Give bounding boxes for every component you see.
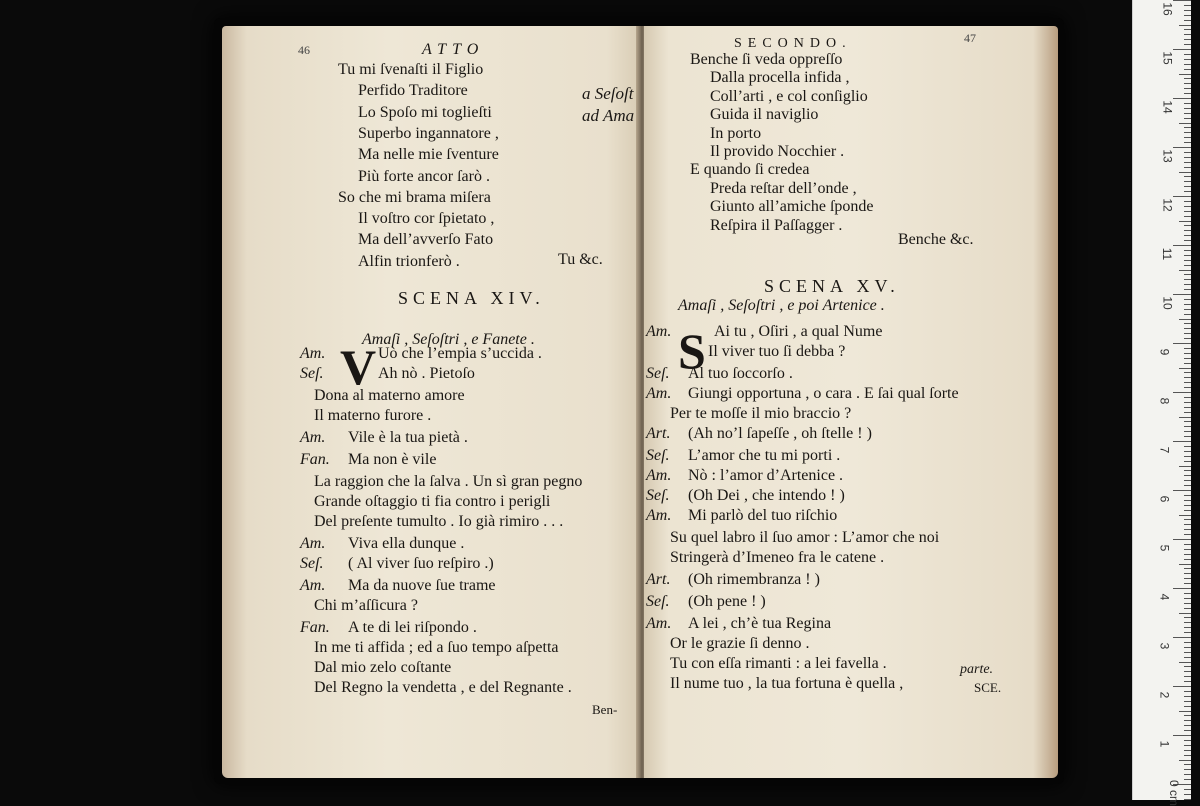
ruler-tick [1179,25,1191,26]
aria-line: So che mi brama miſera [338,188,491,206]
ruler-tick [1179,319,1191,320]
speaker-label: Seſ. [646,447,670,464]
ruler-tick [1184,289,1191,290]
speaker-label: Fan. [300,619,330,636]
ruler-tick [1184,519,1191,520]
speaker-label: Am. [646,323,672,340]
dialogue-line: Uò che l’empia s’uccida . [378,345,542,362]
ruler-tick [1184,255,1191,256]
dialogue-line: Viva ella dunque . [348,535,465,552]
ruler-tick [1184,162,1191,163]
ruler-tick [1184,323,1191,324]
dialogue-line: A te di lei riſpondo . [348,619,477,636]
ruler-tick [1184,421,1191,422]
ruler-tick [1179,74,1191,75]
ruler-tick [1179,662,1191,663]
ruler-tick [1184,750,1191,751]
ruler-tick [1184,652,1191,653]
ruler-tick [1184,397,1191,398]
ruler-tick [1184,647,1191,648]
ruler-tick [1184,431,1191,432]
ruler-number: 4 [1157,593,1172,601]
speaker-label: Am. [300,345,326,362]
ruler-tick [1184,309,1191,310]
ruler-tick [1173,147,1191,148]
ruler-tick [1184,186,1191,187]
ruler-tick [1184,764,1191,765]
ruler-tick [1184,461,1191,462]
speaker-label: Am. [646,615,672,632]
ruler-tick [1184,622,1191,623]
ruler-tick [1184,225,1191,226]
dialogue-line: (Oh pene ! ) [688,593,766,610]
speaker-label: Seſ. [646,593,670,610]
ruler-tick [1184,348,1191,349]
side-note-2: ad Ama [582,106,635,125]
dialogue-line: Per te moſſe il mio braccio ? [670,405,852,422]
ruler-tick [1184,573,1191,574]
ruler-tick [1179,613,1191,614]
ruler-tick [1179,123,1191,124]
ruler-tick [1173,196,1191,197]
ruler-tick [1184,412,1191,413]
ruler-tick [1184,137,1191,138]
aria-end-right: Benche &c. [898,231,974,248]
aria-line: Ma nelle mie ſventure [358,146,499,164]
ruler-tick [1184,681,1191,682]
ruler-tick [1184,701,1191,702]
ruler-tick [1184,480,1191,481]
page-number-right: 47 [964,31,976,45]
ruler-tick [1184,201,1191,202]
dialogue-line: Il viver tuo ſi debba ? [708,343,846,360]
dialogue-line: Del preſente tumulto . Io già rimiro . . . [314,513,564,530]
catchword-left: Ben- [592,702,618,717]
ruler-tick [1184,44,1191,45]
ruler-tick [1184,167,1191,168]
ruler-tick [1184,740,1191,741]
ruler-number: 7 [1157,446,1172,454]
aria-line: Superbo ingannatore , [358,124,499,142]
ruler-tick [1184,54,1191,55]
ruler-tick [1184,274,1191,275]
ruler-tick [1184,240,1191,241]
aria-line: Tu mi ſvenaſti il Figlio [338,61,484,78]
dialogue-line: ( Al viver ſuo reſpiro .) [348,555,494,572]
ruler-tick [1179,172,1191,173]
dialogue-line: Giungi opportuna , o cara . E ſai qual ſorte [688,385,959,402]
aria-line: Più forte ancor ſarò . [358,167,490,185]
ruler-tick [1184,39,1191,40]
ruler-number: 10 [1160,296,1175,310]
side-note-1: a Seſoſt [582,84,634,103]
speaker-label: Am. [300,429,326,446]
ruler-tick [1184,598,1191,599]
ruler-tick [1184,304,1191,305]
aria-line: Guida il naviglio [710,106,819,124]
ruler-tick [1179,466,1191,467]
dialogue-line: Il materno furore . [314,407,432,424]
ruler-tick [1173,245,1191,246]
dialogue-line: Nò : l’amor d’Artenice . [688,467,844,484]
dialogue-line: Dona al materno amore [314,387,465,404]
ruler-number: 16 [1160,2,1175,16]
ruler-tick [1184,510,1191,511]
ruler-tick [1179,221,1191,222]
ruler-number: 14 [1160,100,1175,114]
ruler-tick [1184,407,1191,408]
ruler-tick [1184,333,1191,334]
ruler-tick [1173,588,1191,589]
ruler-tick [1184,617,1191,618]
speaker-label: Seſ. [300,555,324,572]
ruler-tick [1184,152,1191,153]
aria-line: In porto [710,124,762,142]
characters-right: Amaſi , Seſoſtri , e poi Artenice . [678,297,885,314]
ruler-tick [1173,49,1191,50]
ruler-tick [1184,544,1191,545]
ruler-tick [1184,436,1191,437]
ruler-tick [1184,132,1191,133]
right-page [644,26,1058,778]
dialogue-line: Chi m’aſſicura ? [314,597,418,614]
aria-line: Ma dell’avverſo Fato [358,231,494,249]
ruler-number: 2 [1157,691,1172,699]
ruler-tick [1184,157,1191,158]
ruler-tick [1184,720,1191,721]
ruler-tick [1184,451,1191,452]
ruler-tick [1184,284,1191,285]
dialogue-line: Del Regno la vendetta , e del Regnante . [314,679,572,696]
ruler-tick [1179,564,1191,565]
ruler-tick [1184,377,1191,378]
ruler-tick [1179,368,1191,369]
ruler-tick [1184,794,1191,795]
ruler-tick [1184,372,1191,373]
dialogue-line: (Oh Dei , che intendo ! ) [688,487,845,504]
aria-end-left: Tu &c. [558,251,603,268]
speaker-label: Seſ. [646,487,670,504]
speaker-label: Seſ. [646,365,670,382]
dialogue-line: Dal mio zelo coſtante [314,659,452,676]
ruler-tick [1184,534,1191,535]
ruler-tick [1184,696,1191,697]
ruler-tick [1173,294,1191,295]
stage-direction: parte. [960,662,994,677]
ruler-tick [1184,113,1191,114]
ruler-tick [1179,515,1191,516]
ruler-tick [1173,0,1191,1]
ruler-number: 8 [1157,397,1172,405]
ruler-tick [1179,417,1191,418]
ruler-tick [1184,78,1191,79]
ruler-tick [1173,539,1191,540]
ruler-tick [1184,505,1191,506]
ruler-tick [1184,578,1191,579]
ruler-number: 3 [1157,642,1172,650]
ruler-tick [1184,568,1191,569]
ruler-tick [1184,730,1191,731]
ruler-tick [1184,642,1191,643]
ruler-tick [1184,29,1191,30]
ruler-tick [1184,358,1191,359]
ruler-tick [1184,235,1191,236]
aria-line: Giunto all’amiche ſponde [710,198,874,216]
dialogue-line: (Oh rimembranza ! ) [688,571,820,588]
ruler-tick [1184,260,1191,261]
ruler-number: 13 [1160,149,1175,163]
ruler-tick [1184,127,1191,128]
drop-cap-left: V [340,339,377,395]
ruler-tick [1184,725,1191,726]
ruler-tick [1184,529,1191,530]
ruler-tick [1184,20,1191,21]
ruler-tick [1184,559,1191,560]
ruler-tick [1184,456,1191,457]
ruler-number: 11 [1160,247,1175,261]
ruler-tick [1184,265,1191,266]
ruler-tick [1184,64,1191,65]
ruler-tick [1184,382,1191,383]
dialogue-line: Or le grazie ſi denno . [670,635,810,652]
ruler-tick [1184,549,1191,550]
running-head-left: ATTO [422,41,485,58]
ruler-tick [1184,745,1191,746]
ruler-tick [1184,15,1191,16]
speaker-label: Art. [646,425,671,442]
ruler-tick [1184,59,1191,60]
ruler-tick [1184,103,1191,104]
ruler-tick [1184,426,1191,427]
aria-line: Preda reſtar dell’onde , [710,179,857,197]
ruler-tick [1184,216,1191,217]
aria-line: Reſpira il Paſſagger . [710,216,843,234]
ruler-tick [1184,603,1191,604]
page-number-left: 46 [298,43,310,57]
ruler-tick [1184,338,1191,339]
dialogue-line: Grande oſtaggio ti fia contro i perigli [314,493,551,510]
speaker-label: Am. [646,467,672,484]
ruler-tick [1184,632,1191,633]
ruler-tick [1184,118,1191,119]
dialogue-line: Tu con eſſa rimanti : a lei favella . [670,655,887,672]
ruler-tick [1184,206,1191,207]
ruler-number: 9 [1157,348,1172,356]
dialogue-line: Ma non è vile [348,451,437,468]
measuring-ruler [1132,0,1191,806]
ruler-tick [1179,711,1191,712]
ruler-tick [1184,142,1191,143]
dialogue-line: Vile è la tua pietà . [348,429,468,446]
ruler-tick [1179,270,1191,271]
dialogue-line: Mi parlò del tuo riſchio [688,507,838,524]
dialogue-line: In me ti affida ; ed a ſuo tempo aſpetta [314,639,559,656]
speaker-label: Seſ. [300,365,324,382]
ruler-tick [1184,446,1191,447]
ruler-tick [1173,343,1191,344]
speaker-label: Am. [646,507,672,524]
ruler-tick [1184,608,1191,609]
ruler-number: 1 [1157,740,1172,748]
ruler-tick [1184,353,1191,354]
ruler-tick [1184,715,1191,716]
dialogue-line: Al tuo ſoccorſo . [688,365,793,382]
ruler-tick [1173,686,1191,687]
ruler-tick [1184,593,1191,594]
ruler-tick [1184,279,1191,280]
ruler-tick [1184,774,1191,775]
ruler-number: 15 [1160,51,1175,65]
ruler-tick [1184,93,1191,94]
ruler-tick [1184,666,1191,667]
ruler-tick [1184,69,1191,70]
dialogue-line: (Ah no’l ſapeſſe , oh ſtelle ! ) [688,425,872,442]
ruler-tick [1184,779,1191,780]
dialogue-line: Ai tu , Oſiri , a qual Nume [714,323,883,340]
catchword-right: SCE. [974,680,1002,695]
speaker-label: Art. [646,571,671,588]
ruler-tick [1184,402,1191,403]
ruler-tick [1184,475,1191,476]
running-head-right: SECONDO. [734,36,852,51]
ruler-tick [1184,387,1191,388]
ruler-tick [1184,211,1191,212]
ruler-tick [1184,181,1191,182]
dialogue-line: Stringerà d’Imeneo fra le catene . [670,549,885,566]
ruler-tick [1173,735,1191,736]
ruler-tick [1184,583,1191,584]
ruler-tick [1184,769,1191,770]
ruler-tick [1184,363,1191,364]
aria-line: Perfido Traditore [358,82,468,100]
ruler-tick [1184,250,1191,251]
ruler-tick [1184,230,1191,231]
aria-line: Il voſtro cor ſpietato , [358,210,495,228]
aria-line: E quando ſi credea [690,161,810,179]
scene-title-left: SCENA XIV. [398,288,545,308]
dialogue-line: Ah nò . Pietoſo [378,365,475,382]
ruler-tick [1184,34,1191,35]
dialogue-line: Su quel labro il ſuo amor : L’amor che noi [670,529,940,546]
ruler-tick [1184,328,1191,329]
ruler-number: 6 [1157,495,1172,503]
ruler-tick [1173,637,1191,638]
aria-line: Il provido Nocchier . [710,143,845,160]
aria-line: Lo Spoſo mi toglieſti [358,103,492,121]
aria-line: Coll’arti , e col conſiglio [710,87,868,105]
ruler-tick [1184,755,1191,756]
ruler-tick [1184,88,1191,89]
ruler-tick [1184,671,1191,672]
ruler-number: 12 [1160,198,1175,212]
ruler-tick [1173,98,1191,99]
ruler-tick [1184,470,1191,471]
ruler-tick [1184,299,1191,300]
aria-line: Benche ſi veda oppreſſo [690,51,843,68]
ruler-tick [1184,676,1191,677]
ruler-tick [1184,108,1191,109]
ruler-tick [1184,485,1191,486]
ruler-tick [1173,441,1191,442]
dialogue-line: L’amor che tu mi porti . [688,447,841,464]
ruler-tick [1179,760,1191,761]
characters-left: Amaſi , Seſoſtri , e Fanete . [362,331,535,348]
ruler-tick [1173,490,1191,491]
ruler-tick [1184,10,1191,11]
ruler-tick [1184,554,1191,555]
ruler-tick [1184,706,1191,707]
speaker-label: Am. [300,535,326,552]
ruler-tick [1184,83,1191,84]
aria-line: Alfin trionferò . [358,252,460,270]
ruler-tick [1184,5,1191,6]
ruler-tick [1184,524,1191,525]
ruler-tick [1184,500,1191,501]
ruler-tick [1184,191,1191,192]
dialogue-line: Ma da nuove ſue trame [348,577,496,594]
dialogue-line: La raggion che la ſalva . Un sì gran pegno [314,473,583,490]
speaker-label: Fan. [300,451,330,468]
ruler-tick [1184,657,1191,658]
ruler-tick [1184,789,1191,790]
ruler-number: 5 [1157,544,1172,552]
dialogue-line: Il nume tuo , la tua fortuna è quella , [670,675,904,692]
scene-title-right: SCENA XV. [764,276,900,296]
ruler-tick [1184,314,1191,315]
speaker-label: Am. [300,577,326,594]
ruler-tick [1184,176,1191,177]
ruler-tick [1173,392,1191,393]
left-page [222,26,640,778]
aria-line: Dalla procella infida , [710,69,850,87]
drop-cap-right: S [678,323,706,379]
ruler-tick [1184,495,1191,496]
ruler-number: 0 cm [1167,779,1182,806]
dialogue-line: A lei , ch’è tua Regina [688,615,832,632]
ruler-tick [1184,691,1191,692]
speaker-label: Am. [646,385,672,402]
ruler-tick [1184,627,1191,628]
